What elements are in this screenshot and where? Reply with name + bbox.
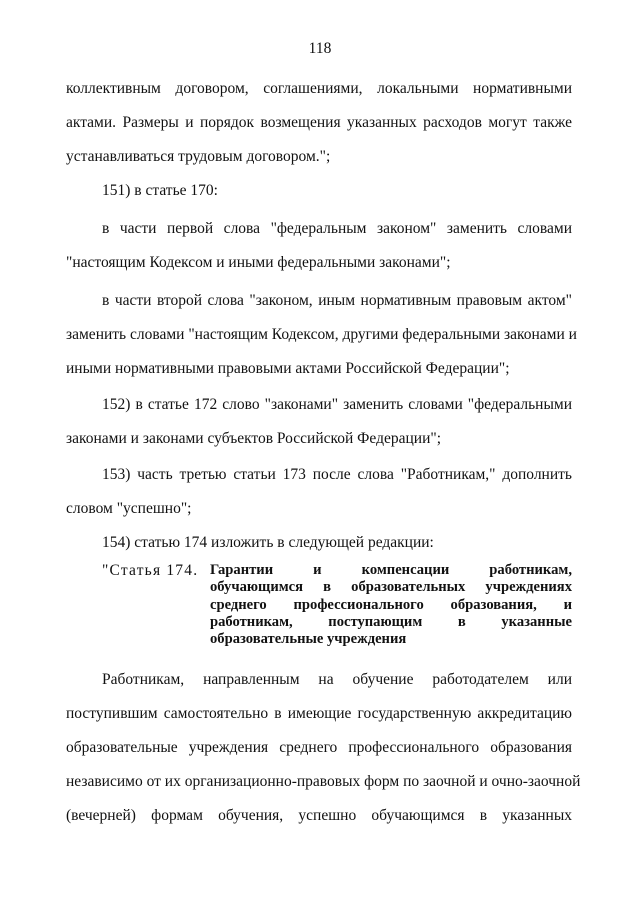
article-title-line-2: обучающимся в образовательных учреждениях — [210, 579, 572, 596]
article-label: "Статья 174. — [102, 562, 199, 579]
paragraph-3-line-2: "настоящим Кодексом и иными федеральными законами"; — [66, 254, 451, 271]
article-title — [210, 562, 572, 648]
article-body-line-5: (вечерней) формам обучения, успешно обучающимся в указанных — [66, 807, 572, 824]
paragraph-4-line-2: заменить словами "настоящим Кодексом, другими федеральными законами и — [66, 326, 577, 343]
article-title-line-1: Гарантии и компенсации работникам, — [210, 562, 572, 578]
paragraph-3-line-1: в части первой слова "федеральным законом" заменить словами — [102, 220, 572, 237]
item-151: 151) в статье 170: — [102, 182, 218, 199]
paragraph-1-line-1: коллективным договором, соглашениями, локальными нормативными — [66, 80, 572, 97]
article-title-line-4: работникам, поступающим в указанные — [210, 613, 572, 630]
item-152-line-1: 152) в статье 172 слово "законами" заменить словами "федеральными — [102, 396, 572, 413]
page-number: 118 — [308, 40, 332, 57]
article-body-line-2: поступившим самостоятельно в имеющие государственную аккредитацию — [66, 705, 572, 722]
paragraph-4-line-3: иными нормативными правовыми актами Российской Федерации"; — [66, 360, 510, 377]
article-title-line-5: образовательные учреждения — [210, 631, 407, 648]
item-154: 154) статью 174 изложить в следующей редакции: — [102, 534, 434, 551]
article-body-line-3: образовательные учреждения среднего профессионального образования — [66, 739, 572, 756]
article-title-line-3: среднего профессионального образования, и — [210, 596, 572, 613]
item-153-line-2: словом "успешно"; — [66, 500, 192, 517]
paragraph-4-line-1: в части второй слова "законом, иным нормативным правовым актом" — [102, 292, 572, 309]
article-body-line-1: Работникам, направленным на обучение работодателем или — [102, 671, 572, 688]
paragraph-1-line-2: актами. Размеры и порядок возмещения указанных расходов могут также — [66, 114, 572, 131]
item-152-line-2: законами и законами субъектов Российской Федерации"; — [66, 430, 442, 447]
article-body-line-4: независимо от их организационно-правовых форм по заочной и очно-заочной — [66, 773, 581, 790]
item-153-line-1: 153) часть третью статьи 173 после слова "Работникам," дополнить — [102, 466, 572, 483]
paragraph-1-line-3: устанавливаться трудовым договором."; — [66, 148, 331, 165]
